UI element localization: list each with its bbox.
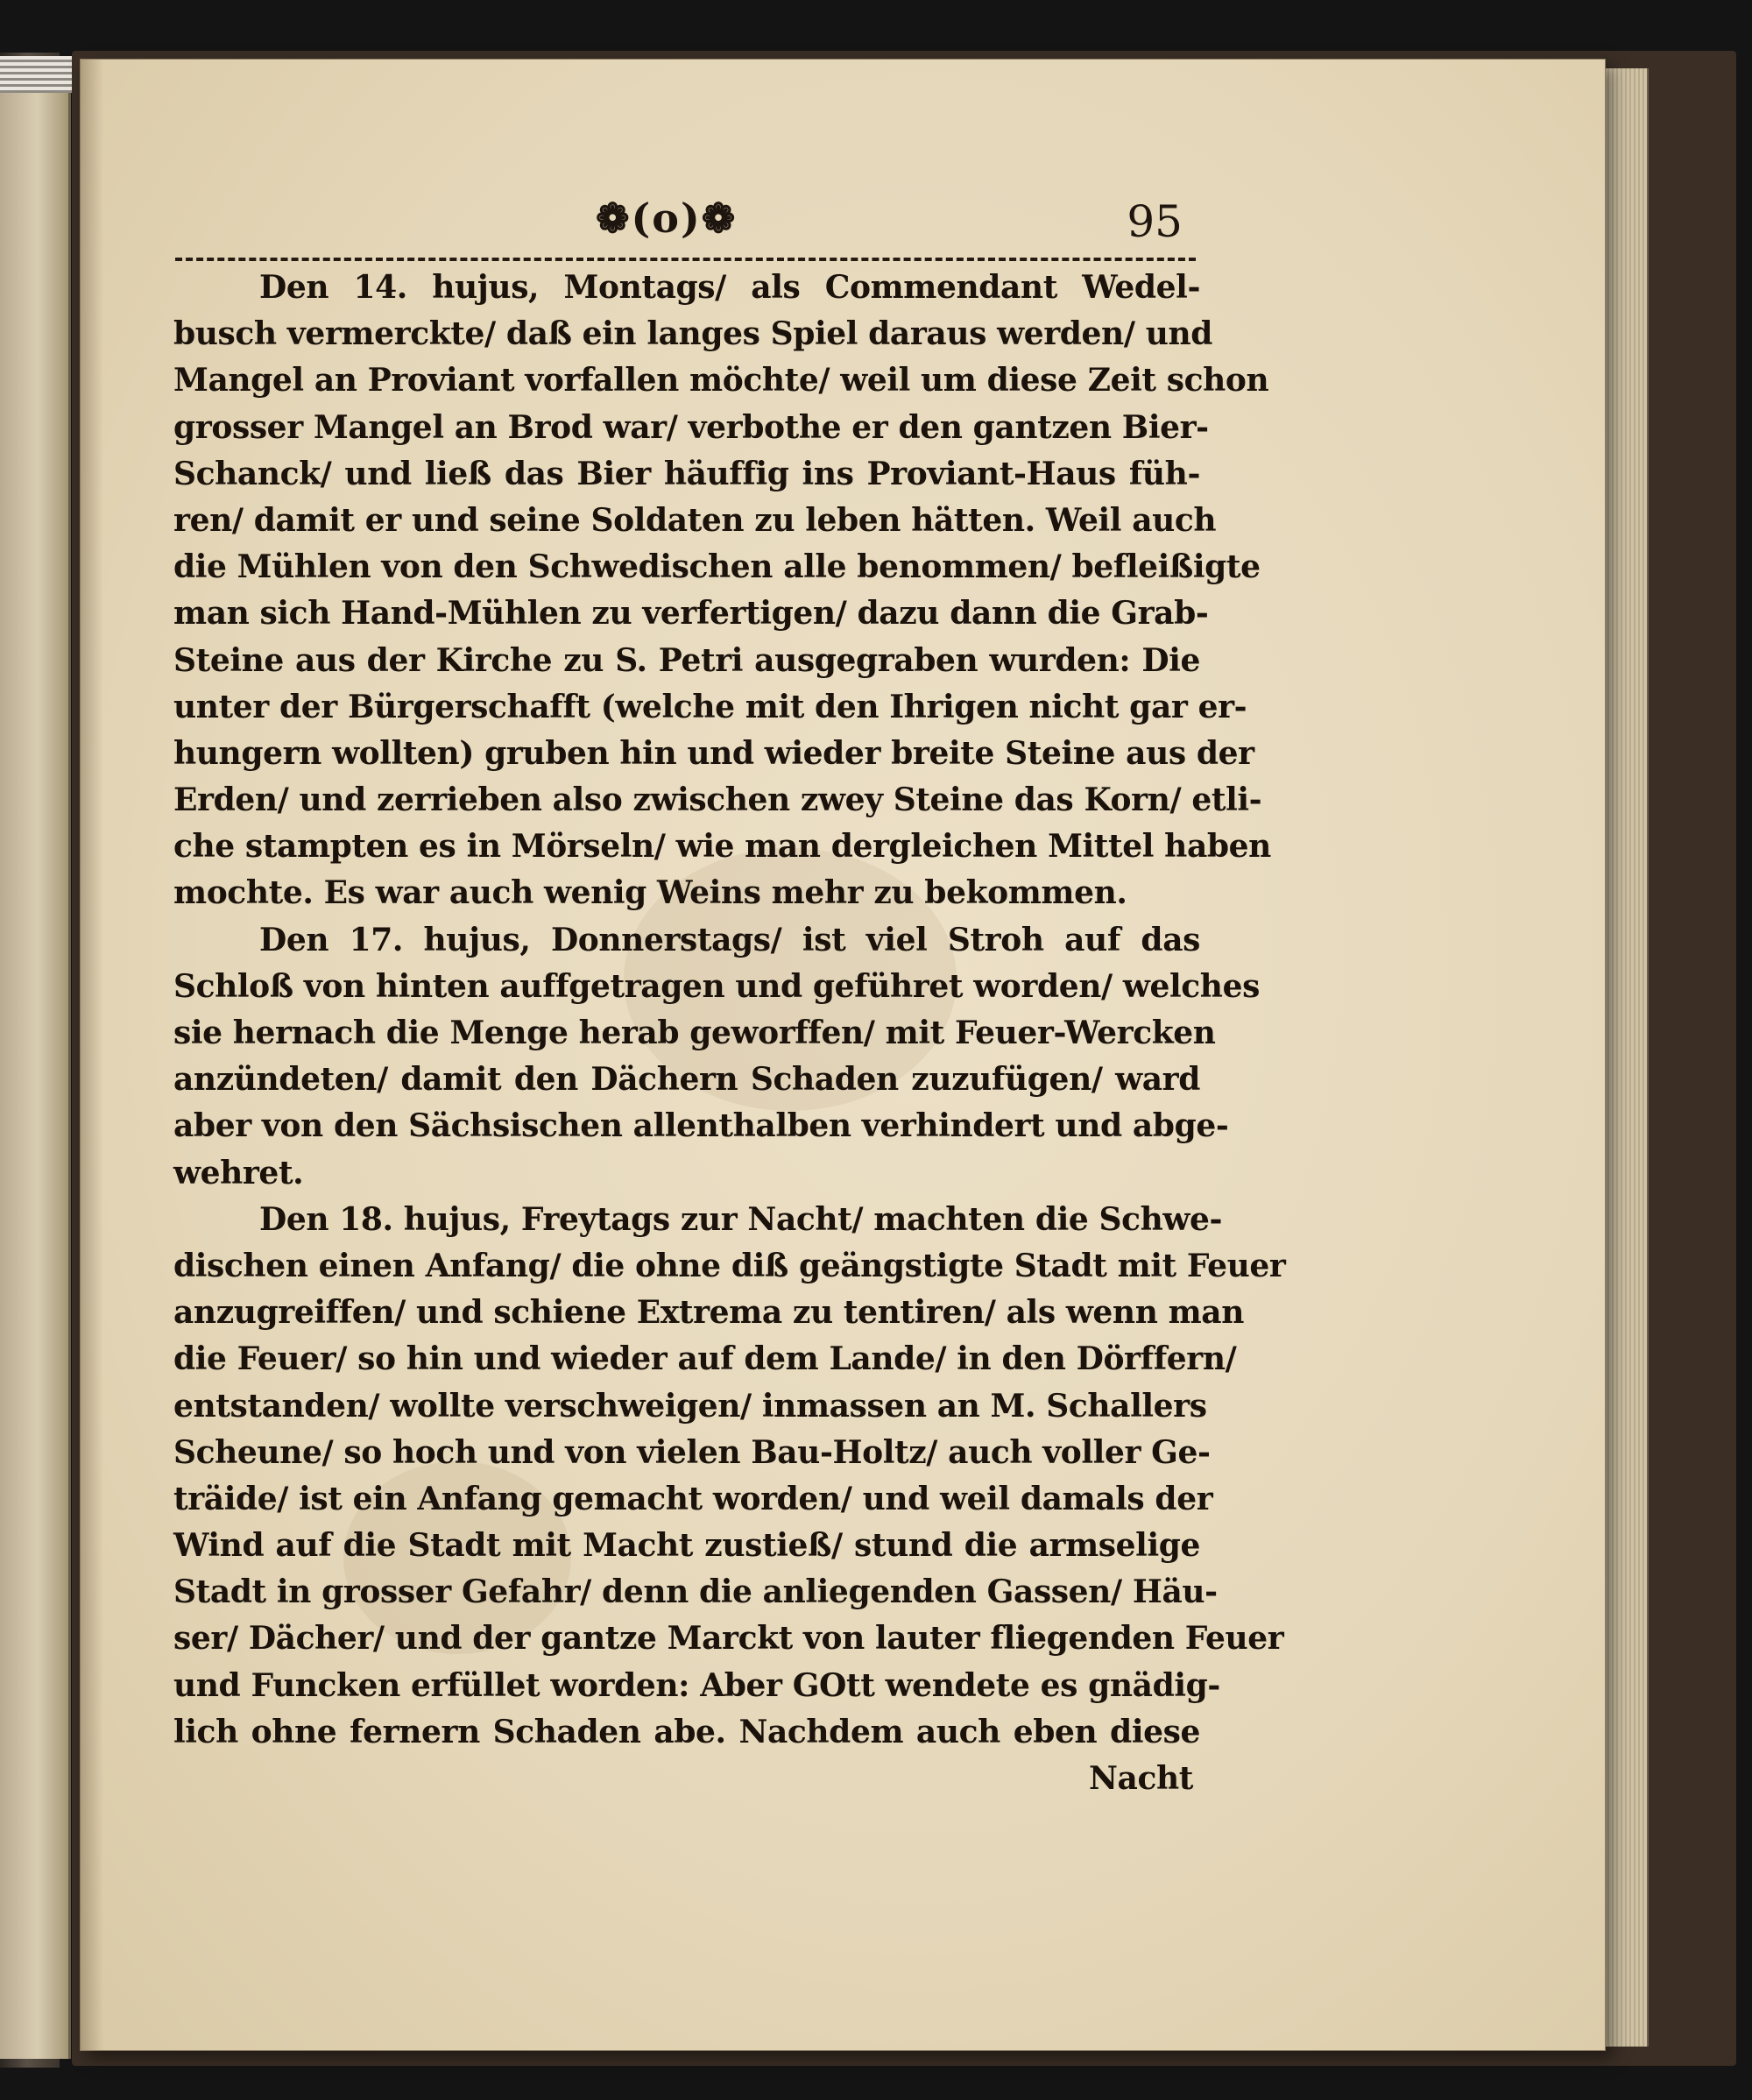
text-line: Stadt in grosser Gefahr/ denn die anliegenden Gassen/ Häu- [173,1573,1218,1611]
text-line: Wind auf die Stadt mit Macht zustieß/ stund die armselige [173,1527,1200,1565]
text-line: man sich Hand-Mühlen zu verfertigen/ dazu dann die Grab- [173,595,1209,633]
left-page-edge [0,61,71,2059]
text-line: Steine aus der Kirche zu S. Petri ausgegraben wurden: Die [173,641,1200,679]
text-line: Den 18. hujus, Freytags zur Nacht/ machten die Schwe- [259,1200,1223,1238]
text-line: wehret. [173,1154,304,1191]
text-line: und Funcken erfüllet worden: Aber GOtt wendete es gnädig- [173,1666,1220,1704]
text-line: anzündeten/ damit den Dächern Schaden zuzufügen/ ward [173,1061,1200,1099]
text-line: hungern wollten) gruben hin und wieder breite Steine aus der [173,734,1254,772]
text-line: che stampten es in Mörseln/ wie man dergleichen Mittel haben [173,828,1271,866]
text-line: Schanck/ und ließ das Bier häuffig ins Proviant-Haus füh- [173,455,1200,492]
catchword: Nacht [1089,1760,1193,1797]
page-stack-edge [1605,68,1649,2047]
page-number: 95 [1127,196,1183,247]
text-line: Scheune/ so hoch und von vielen Bau-Holtz/ auch voller Ge- [173,1433,1211,1471]
text-line: Schloß von hinten auffgetragen und geführet worden/ welches [173,967,1260,1005]
text-line: ser/ Dächer/ und der gantze Marckt von lauter fliegenden Feuer [173,1620,1284,1658]
text-line: lich ohne fernern Schaden abe. Nachdem auch eben diese [173,1713,1200,1750]
text-line: anzugreiffen/ und schiene Extrema zu tentiren/ als wenn man [173,1294,1244,1332]
text-line: aber von den Sächsischen allenthalben verhindert und abge- [173,1107,1229,1145]
binding-strip [0,56,79,93]
header-ornament: ❁(o)❁ [596,194,738,242]
header-rule [175,258,1196,261]
text-line: Den 17. hujus, Donnerstags/ ist viel Stroh auf das [259,921,1200,958]
text-line: sie hernach die Menge herab geworffen/ mit Feuer-Wercken [173,1015,1216,1051]
text-line: grosser Mangel an Brod war/ verbothe er den gantzen Bier- [173,408,1209,446]
text-line: Erden/ und zerrieben also zwischen zwey Steine das Korn/ etli- [173,781,1262,819]
body-text [173,265,1286,1802]
text-line: die Mühlen von den Schwedischen alle benommen/ befleißigte [173,548,1261,586]
text-line: ren/ damit er und seine Soldaten zu leben hätten. Weil auch [173,501,1217,539]
text-line: die Feuer/ so hin und wieder auf dem Lande/ in den Dörffern/ [173,1340,1237,1378]
text-line: mochte. Es war auch wenig Weins mehr zu bekommen. [173,874,1127,912]
text-line: Den 14. hujus, Montags/ als Commendant Wedel- [259,269,1200,306]
running-head [175,194,1209,256]
text-line: träide/ ist ein Anfang gemacht worden/ und weil damals der [173,1480,1213,1517]
text-line: Mangel an Proviant vorfallen möchte/ weil um diese Zeit schon [173,362,1269,399]
text-line: entstanden/ wollte verschweigen/ inmassen an M. Schallers [173,1387,1207,1425]
text-line: unter der Bürgerschafft (welche mit den Ihrigen nicht gar er- [173,688,1247,725]
text-line: busch vermerckte/ daß ein langes Spiel daraus werden/ und [173,315,1213,353]
text-line: dischen einen Anfang/ die ohne diß geängstigte Stadt mit Feuer [173,1247,1286,1284]
